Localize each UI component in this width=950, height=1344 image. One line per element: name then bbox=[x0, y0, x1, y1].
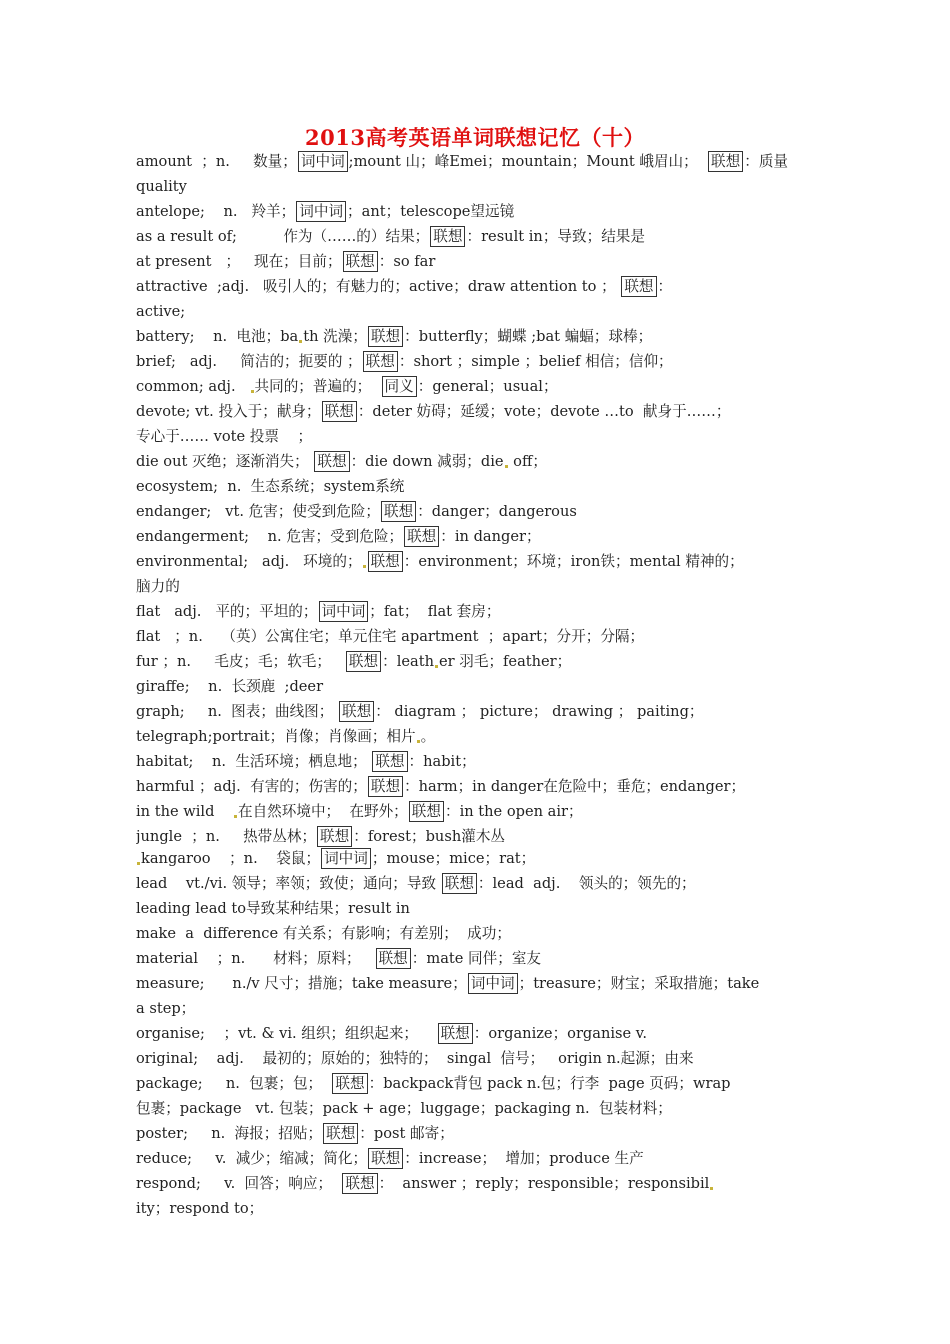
line-text: ：deter 妨碍；延缓；vote；devote …to 献身于……； bbox=[357, 403, 731, 420]
vocab-line bbox=[136, 500, 826, 524]
boxed-label: 联想 bbox=[381, 501, 416, 522]
line-text: attractive ;adj. 吸引人的；有魅力的；active；draw attention to ； bbox=[136, 278, 621, 295]
line-text: ；fat； flat 套房； bbox=[369, 603, 501, 620]
line-text: material ；n. 材料；原料； bbox=[136, 950, 375, 967]
line-text: ：general；usual； bbox=[417, 378, 558, 395]
line-text: endanger; vt. 危害；使受到危险； bbox=[136, 503, 380, 520]
vocab-line bbox=[136, 1047, 826, 1071]
boxed-label: 联想 bbox=[342, 1173, 377, 1194]
line-text: ：so far bbox=[378, 253, 436, 270]
line-text: ：die down 减弱；die bbox=[350, 453, 504, 470]
boxed-label: 联想 bbox=[376, 948, 411, 969]
line-text: fur ；n. 毛皮；毛；软毛； bbox=[136, 653, 345, 670]
boxed-label: 联想 bbox=[404, 526, 439, 547]
boxed-label: 联想 bbox=[322, 401, 357, 422]
boxed-label: 联想 bbox=[363, 351, 398, 372]
boxed-label: 词中词 bbox=[468, 973, 518, 994]
vocab-line bbox=[136, 1172, 826, 1196]
line-text: common; adj. bbox=[136, 378, 250, 395]
line-text: 包裹；package vt. 包装；pack + age；luggage；packaging n. 包装材料； bbox=[136, 1100, 672, 1117]
stray-mark bbox=[435, 665, 438, 668]
line-text: lead vt./vi. 领导；率领；致使；通向；导致 bbox=[136, 875, 441, 892]
line-text: ：increase； 增加；produce 生产 bbox=[404, 1150, 644, 1167]
line-text: make a difference 有关系；有影响；有差别； 成功； bbox=[136, 925, 511, 942]
line-text: amount ；n. 数量； bbox=[136, 153, 297, 170]
line-text: poster; n. 海报；招贴； bbox=[136, 1125, 323, 1142]
line-text: die out 灭绝；逐渐消失； bbox=[136, 453, 314, 470]
line-text: battery; n. 电池；ba bbox=[136, 328, 299, 345]
boxed-label: 联想 bbox=[346, 651, 381, 672]
vocab-line bbox=[136, 800, 826, 824]
vocab-line bbox=[136, 300, 826, 324]
line-text: graph; n. 图表；曲线图； bbox=[136, 703, 338, 720]
line-text: ；mouse；mice；rat； bbox=[371, 850, 536, 867]
line-text: ：result in；导致；结果是 bbox=[466, 228, 645, 245]
boxed-label: 联想 bbox=[323, 1123, 358, 1144]
line-text: ;mount 山；峰Emei；mountain；Mount 峨眉山； bbox=[348, 153, 708, 170]
line-text: ：harm；in danger在危险中；垂危；endanger； bbox=[404, 778, 746, 795]
vocab-line bbox=[136, 897, 826, 921]
vocab-line bbox=[136, 450, 826, 474]
vocab-line bbox=[136, 872, 826, 896]
line-text: reduce; v. 减少；缩减；简化； bbox=[136, 1150, 368, 1167]
vocab-line bbox=[136, 847, 826, 871]
stray-mark bbox=[417, 740, 420, 743]
boxed-label: 联想 bbox=[317, 826, 352, 847]
line-text: flat ；n. （英）公寓住宅；单元住宅 apartment ；apart；分开；分隔； bbox=[136, 628, 645, 645]
line-text: th 洗澡； bbox=[303, 328, 367, 345]
line-text: respond; v. 回答；响应； bbox=[136, 1175, 342, 1192]
line-text: package; n. 包裹；包； bbox=[136, 1075, 332, 1092]
line-text: brief; adj. 简洁的；扼要的 ； bbox=[136, 353, 362, 370]
line-text: off； bbox=[508, 453, 547, 470]
line-text: ：habit； bbox=[408, 753, 476, 770]
line-text: 在自然环境中； 在野外； bbox=[237, 803, 408, 820]
vocab-line bbox=[136, 375, 826, 399]
line-text: environmental; adj. 环境的； bbox=[136, 553, 362, 570]
line-text: antelope; n. 羚羊； bbox=[136, 203, 296, 220]
line-text: original; adj. 最初的；原始的；独特的； singal 信号； origin n.起源；由来 bbox=[136, 1050, 694, 1067]
vocab-line bbox=[136, 250, 826, 274]
boxed-label: 联想 bbox=[442, 873, 477, 894]
line-text: quality bbox=[136, 178, 187, 195]
boxed-label: 联想 bbox=[621, 276, 656, 297]
line-text: kangaroo ；n. 袋鼠； bbox=[141, 850, 321, 867]
boxed-label: 联想 bbox=[314, 451, 349, 472]
line-text: ：lead adj. 领头的；领先的； bbox=[477, 875, 696, 892]
line-text: ： diagram ； picture； drawing ； paiting； bbox=[375, 703, 704, 720]
stray-mark bbox=[234, 815, 237, 818]
boxed-label: 联想 bbox=[368, 551, 403, 572]
boxed-label: 词中词 bbox=[319, 601, 369, 622]
vocab-line bbox=[136, 325, 826, 349]
line-text: endangerment; n. 危害；受到危险； bbox=[136, 528, 404, 545]
line-text: active; bbox=[136, 303, 186, 320]
stray-mark bbox=[363, 565, 366, 568]
line-text: 。 bbox=[420, 728, 436, 745]
line-text: in the wild bbox=[136, 803, 233, 820]
vocab-line bbox=[136, 175, 826, 199]
boxed-label: 联想 bbox=[343, 251, 378, 272]
line-text: measure; n./v 尺寸；措施；take measure； bbox=[136, 975, 467, 992]
vocab-line bbox=[136, 425, 826, 449]
boxed-label: 词中词 bbox=[296, 201, 346, 222]
line-text: ：mate 同伴；室友 bbox=[411, 950, 542, 967]
line-text: jungle ；n. 热带丛林； bbox=[136, 828, 317, 845]
vocab-line bbox=[136, 947, 826, 971]
vocab-line bbox=[136, 1147, 826, 1171]
vocab-line bbox=[136, 150, 826, 174]
boxed-label: 同义 bbox=[382, 376, 417, 397]
vocab-line bbox=[136, 400, 826, 424]
line-text: ：butterfly；蝴蝶 ;bat 蝙蝠；球棒； bbox=[404, 328, 653, 345]
vocab-line bbox=[136, 525, 826, 549]
line-text: ：forest；bush灌木丛 bbox=[353, 828, 506, 845]
line-text: at present ； 现在；目前； bbox=[136, 253, 342, 270]
line-text: ：environment；环境；iron铁；mental 精神的； bbox=[403, 553, 744, 570]
boxed-label: 联想 bbox=[368, 326, 403, 347]
vocab-line bbox=[136, 725, 826, 749]
stray-mark bbox=[505, 465, 508, 468]
vocab-line bbox=[136, 922, 826, 946]
line-text: a step； bbox=[136, 1000, 196, 1017]
boxed-label: 联想 bbox=[430, 226, 465, 247]
stray-mark bbox=[299, 340, 302, 343]
vocab-line bbox=[136, 972, 826, 996]
vocab-line bbox=[136, 750, 826, 774]
line-text: ；treasure；财宝；采取措施；take bbox=[518, 975, 760, 992]
line-text: giraffe; n. 长颈鹿 ;deer bbox=[136, 678, 324, 695]
document-title: 2013高考英语单词联想记忆（十） bbox=[305, 125, 645, 150]
boxed-label: 联想 bbox=[708, 151, 743, 172]
line-text: ：in danger； bbox=[440, 528, 541, 545]
boxed-label: 联想 bbox=[368, 776, 403, 797]
boxed-label: 联想 bbox=[332, 1073, 367, 1094]
vocab-line bbox=[136, 550, 826, 574]
line-text: harmful ；adj. 有害的；伤害的； bbox=[136, 778, 367, 795]
line-text: ：in the open air； bbox=[444, 803, 583, 820]
boxed-label: 联想 bbox=[368, 1148, 403, 1169]
stray-mark bbox=[251, 390, 254, 393]
line-text: ：organize；organise v. bbox=[473, 1025, 647, 1042]
line-text: ：backpack背包 pack n.包；行李 page 页码；wrap bbox=[368, 1075, 731, 1092]
vocab-line bbox=[136, 700, 826, 724]
vocab-line bbox=[136, 1072, 826, 1096]
boxed-label: 联想 bbox=[438, 1023, 473, 1044]
line-text: flat adj. 平的；平坦的； bbox=[136, 603, 318, 620]
vocab-line bbox=[136, 1122, 826, 1146]
line-text: er 羽毛；feather； bbox=[439, 653, 572, 670]
vocab-line bbox=[136, 275, 826, 299]
line-text: ：质量 bbox=[744, 153, 789, 170]
line-text: 脑力的 bbox=[136, 578, 180, 595]
vocab-line bbox=[136, 1097, 826, 1121]
boxed-label: 词中词 bbox=[321, 848, 371, 869]
vocab-line bbox=[136, 225, 826, 249]
vocab-line bbox=[136, 575, 826, 599]
stray-mark bbox=[137, 862, 140, 865]
line-text: devote; vt. 投入于；献身； bbox=[136, 403, 321, 420]
line-text: 共同的；普遍的； bbox=[254, 378, 381, 395]
vocab-line bbox=[136, 200, 826, 224]
line-text: ：leath bbox=[382, 653, 434, 670]
line-text: ： answer ；reply；responsible；responsibil bbox=[378, 1175, 710, 1192]
line-text: leading lead to导致某种结果；result in bbox=[136, 900, 410, 917]
line-text: ity；respond to； bbox=[136, 1200, 264, 1217]
vocab-line bbox=[136, 775, 826, 799]
vocab-line bbox=[136, 997, 826, 1021]
line-text: 专心于…… vote 投票 ； bbox=[136, 428, 313, 445]
boxed-label: 联想 bbox=[372, 751, 407, 772]
boxed-label: 联想 bbox=[339, 701, 374, 722]
line-text: ：short ；simple ；belief 相信；信仰； bbox=[398, 353, 673, 370]
line-text: telegraph;portrait；肖像；肖像画；相片 bbox=[136, 728, 416, 745]
vocab-line bbox=[136, 1022, 826, 1046]
vocab-line bbox=[136, 825, 826, 849]
boxed-label: 联想 bbox=[409, 801, 444, 822]
boxed-label: 词中词 bbox=[298, 151, 348, 172]
line-text: ；ant；telescope望远镜 bbox=[347, 203, 515, 220]
line-text: habitat; n. 生活环境；栖息地； bbox=[136, 753, 372, 770]
vocab-line bbox=[136, 625, 826, 649]
line-text: as a result of; 作为（……的）结果； bbox=[136, 228, 430, 245]
vocab-line bbox=[136, 650, 826, 674]
vocab-line bbox=[136, 675, 826, 699]
vocab-line bbox=[136, 1197, 826, 1221]
stray-mark bbox=[710, 1187, 713, 1190]
line-text: ： bbox=[657, 278, 673, 295]
line-text: ：post 邮寄； bbox=[359, 1125, 454, 1142]
line-text: ：danger；dangerous bbox=[417, 503, 577, 520]
vocab-line bbox=[136, 475, 826, 499]
vocab-line bbox=[136, 600, 826, 624]
vocab-line bbox=[136, 350, 826, 374]
line-text: ecosystem; n. 生态系统；system系统 bbox=[136, 478, 405, 495]
line-text: organise; ；vt. & vi. 组织；组织起来； bbox=[136, 1025, 437, 1042]
